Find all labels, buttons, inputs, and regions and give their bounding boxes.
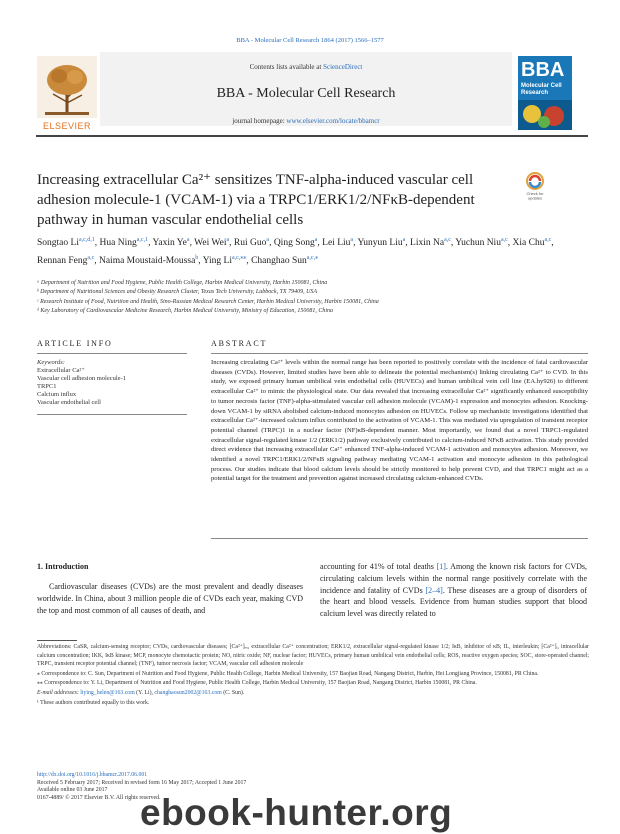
keyword-item: Vascular cell adhesion molecule-1: [37, 375, 126, 382]
email-footnote: [37, 689, 589, 698]
header-divider: [36, 135, 588, 137]
abstract-rule: [211, 353, 588, 354]
author-name-text: Naima Moustaid-Moussa: [98, 256, 196, 267]
abbreviations-footnote: Abbreviations: CaSR, calcium-sensing receptor; CVDs, cardiovascular diseases; [Ca²⁺]ₑₓ, extracellular Ca²⁺ concentration; ERK1/2, extracellular signal-regulated kinase 1/2; IκB, inhibitor of κB; IL, interleukin; [Ca²⁺]ᵢ, intracellular calcium concentration; IKK, IκB kinase; MCP, monocyte chemotactic protein; NO, nitric oxide; NF, nuclear factor; HUVECs, primary human umbilical vein endothelial cells; ROS, reactive oxygen species; SOC, store-operated channel; TRPC, transient receptor potential channel; (TNF), tumor necrosis factor; VCAM, vascular cell adhesion molecule: [37, 644, 589, 668]
author-name-text: Yuchun Niu: [455, 238, 501, 249]
online-date: Available online 03 June 2017: [37, 787, 108, 794]
sciencedirect-link[interactable]: ScienceDirect: [323, 63, 363, 71]
author-name[interactable]: [100, 238, 149, 248]
abstract-bottom-rule: [211, 538, 588, 539]
watermark-text: ebook-hunter.org: [140, 792, 453, 833]
journal-cover-thumbnail[interactable]: [518, 56, 572, 130]
keyword-item: Calcium influx: [37, 391, 77, 398]
author-affiliation-marker[interactable]: a,c: [500, 237, 508, 243]
correspondence-footnote: ⁎ Correspondence to: C. Sun, Department of Nutrition and Food Hygiene, Public Health College, Harbin Medical University, 157 Baojian Road, Nangang District, Harbin, Hei Longjiang Province, 150081, PR China.: [37, 670, 539, 677]
footnotes: [37, 643, 589, 708]
author-name[interactable]: [99, 256, 198, 266]
elsevier-tree-logo-icon: [37, 56, 97, 130]
author-name[interactable]: [455, 238, 507, 248]
keywords-bottom-rule: [37, 414, 187, 415]
doi-link[interactable]: http://dx.doi.org/10.1016/j.bbamcr.2017.06.001: [37, 772, 148, 778]
author-affiliation-marker[interactable]: a: [226, 237, 230, 243]
email-label: E-mail addresses:: [37, 689, 81, 696]
author-affiliation-marker[interactable]: a,c,1: [136, 237, 149, 243]
intro-left-column: Cardiovascular diseases (CVDs) are the most prevalent and deadly diseases worldwide. In China, about 3 million people die of CVDs each year, making CVD the top and most common of all causes of death, and: [37, 582, 303, 615]
author-name-text: Hua Ning: [99, 238, 137, 249]
keyword-item: Extracellular Ca²⁺: [37, 367, 85, 374]
cover-title: BBA: [521, 59, 565, 81]
intro-right-column: [320, 561, 587, 620]
email-link[interactable]: liying_helen@163.com: [80, 689, 135, 696]
author-name-text: Xia Chu: [512, 238, 545, 249]
journal-title: BBA - Molecular Cell Research: [216, 86, 396, 101]
author-name[interactable]: [322, 238, 353, 248]
author-name[interactable]: [274, 238, 318, 248]
author-affiliation-marker[interactable]: a,c,⁎⁎: [232, 255, 247, 262]
author-affiliation-marker[interactable]: a: [314, 237, 318, 243]
affiliation-d: ᵈ Key Laboratory of Cardiovascular Medicine Research, Harbin Medical University, Ministry of Education, 150081, China: [37, 307, 334, 314]
contents-availability-line: [100, 63, 512, 71]
abstract-text: Increasing circulating Ca²⁺ levels within the normal range has been reported to positively correlate with the incidence of fatal cardiovascular diseases (CVDs). However, limited studies have been able to delineate the potential mechanism(s) linking circulating Ca²⁺ to CVD. In this study, we exposed primary human umbilical vein endothelial cells (HUVECs) and human umbilical vein cell line (EA.hy926) to different extracellular Ca²⁺ to mimic the physiological state. Our data revealed that increasing extracellular Ca²⁺ significantly enhanced susceptibility to tumor necrosis factor (TNF)-alpha-stimulated vascular cell adhesion molecule (VCAM)-1 expression and monocytes adhesion. Knocking-down VCAM-1 by siRNA abolished calcium-induced monocytes adhesion on HUVECs. Follow up mechanistic investigations identified that extracellular Ca²⁺-increased calcium influx contributed to the activation of VCAM-1. This was mediated via upregulation of transient receptor potential channel (TRPC)1 in a nuclear factor (NF)κB-dependent manner. Most importantly, we found that a novel TRPC1-regulated extracellular signal-regulated kinase 1/2 (ERK1/2) pathway exclusively contributed to calcium-induced NFκB activation. This study provided direct evidence that increasing extracellular Ca²⁺ enhanced TNF-alpha-induced VCAM-1 activation and monocytes adhesion. Moreover, we identified a novel TRPC1/ERK1/2/NFκB signaling pathway mediating VCAM-1 activation and monocyte adhesion in this pathological process. Our studies indicate that blood calcium levels should be strictly monitored to help prevent CVD, and that TRPC1 might act as a potential target for the treatment and prevention against increased circulating calcium-enhanced CVDs.: [211, 359, 588, 483]
affiliation-a: ᵃ Department of Nutrition and Food Hygiene, Public Health College, Harbin Medical University, Harbin 150081, China: [37, 280, 328, 286]
author-affiliation-marker[interactable]: a: [402, 237, 406, 243]
article-info-heading: ARTICLE INFO: [37, 339, 113, 348]
author-name-text: Rui Guo: [233, 238, 267, 249]
author-name-text: Lixin Na: [410, 238, 445, 249]
author-affiliation-marker[interactable]: b: [195, 255, 199, 262]
author-name[interactable]: [357, 238, 405, 248]
cover-artwork-icon: [518, 100, 572, 130]
email-link[interactable]: changhaosun2002@163.com: [154, 689, 222, 696]
journal-homepage-line: [100, 117, 512, 125]
author-affiliation-marker[interactable]: a: [186, 237, 190, 243]
svg-text:updates: updates: [527, 195, 543, 201]
keyword-item: TRPC1: [37, 383, 57, 390]
author-name-text: Wei Wei: [194, 238, 227, 249]
elsevier-wordmark: ELSEVIER: [42, 121, 92, 131]
author-affiliation-marker[interactable]: a: [350, 237, 354, 243]
author-name-text: Yaxin Ye: [152, 238, 187, 249]
author-name[interactable]: [37, 256, 94, 266]
author-name[interactable]: [410, 238, 451, 248]
correspondence-footnote: ⁎⁎ Correspondence to: Y. Li, Department of Nutrition and Food Hygiene, Public Health College, Harbin Medical University, 157 Baojian Road, Nangang District, Harbin 150081, PR China.: [37, 680, 477, 687]
author-name[interactable]: [203, 256, 247, 266]
author-name-text: Ying Li: [202, 256, 232, 267]
abstract-heading: ABSTRACT: [211, 339, 268, 348]
author-name[interactable]: [251, 256, 318, 266]
footnote-rule: [37, 640, 77, 641]
author-name-text: Lei Liu: [322, 238, 351, 249]
intro-text: . These diseases are a group of disorders of the heart and blood vessels. Evidence from human studies support that blood calcium level was directly related to: [320, 585, 587, 619]
author-affiliation-marker[interactable]: a,c: [87, 255, 95, 262]
affiliation-c: ᶜ Research Institute of Food, Nutrition and Health, Sino-Russian Medical Research Center, Harbin Medical University, Harbin 150081, China: [37, 298, 379, 305]
citation-link[interactable]: [1]: [436, 562, 446, 571]
affiliation-b: ᵇ Department of Nutritional Sciences and Obesity Research Cluster, Texas Tech University, Lubbock, TX 79409, USA: [37, 289, 318, 296]
svg-text:Check for: Check for: [526, 191, 544, 196]
author-name[interactable]: [234, 238, 269, 248]
author-name[interactable]: [194, 238, 229, 248]
author-affiliation-marker[interactable]: a,c,⁎: [306, 255, 319, 262]
intro-text: . Among the known risk factors for CVDs, circulating calcium levels within the normal range positively correlate with the incidence and fatality of CVDs: [320, 562, 587, 595]
citation-link[interactable]: [2–4]: [425, 585, 443, 595]
article-title: Increasing extracellular Ca²⁺ sensitizes TNF-alpha-induced vascular cell adhesion molecule-1 (VCAM-1) via a TRPC1/ERK1/2/NFκB-dependent pathway in human vascular endothelial cells: [37, 172, 475, 228]
equal-contribution-footnote: ¹ These authors contributed equally to this work.: [37, 699, 150, 706]
cover-subtitle: Molecular Cell Research: [521, 83, 562, 96]
section-introduction-title: 1. Introduction: [37, 562, 89, 571]
running-journal-reference[interactable]: BBA - Molecular Cell Research 1864 (2017) 1566–1577: [236, 37, 384, 44]
copyright-line: 0167-4889/ © 2017 Elsevier B.V. All rights reserved.: [37, 794, 161, 801]
author-affiliation-marker[interactable]: a,c: [444, 237, 451, 243]
keywords-block: [37, 359, 197, 407]
check-for-updates-icon[interactable]: [518, 171, 552, 201]
author-name[interactable]: [152, 238, 189, 248]
affiliations: [37, 279, 587, 316]
contents-prefix: Contents lists available at: [249, 63, 324, 71]
keywords-label: Keywords:: [37, 359, 65, 366]
author-list: Songtao Li$^{a,c,d,1}$, Hua Ning$^{a,c,1}$, Yaxin Ye$^a$, Wei Wei$^a$, Rui Guo$^a$, Qing Song$^a$, Lei Liu$^a$, Yunyun Liu$^a$, Lixin Na$^{a,c}$, Yuchun Niu$^{a,c}$, Xia Chu$^{a,c}$, Rennan Feng$^{a,c}$, Naima Moustaid-Moussa$^b$, Ying $Li^{a,c,⁎⁎}$, Changhao Sun$^{a,c,⁎}$: [37, 237, 554, 267]
author-name-text: Qing Song: [273, 238, 315, 249]
author-affiliation-marker[interactable]: a,c: [544, 237, 552, 243]
author-name-text: Rennan Feng: [37, 256, 88, 267]
keyword-item: Vascular endothelial cell: [37, 399, 101, 406]
homepage-prefix: journal homepage:: [232, 117, 287, 125]
author-name-text: Changhao Sun: [251, 256, 307, 267]
author-affiliation-marker[interactable]: a,c,d,1: [78, 237, 95, 243]
author-name-text: Yunyun Liu: [357, 238, 403, 249]
author-affiliation-marker[interactable]: a: [266, 237, 270, 243]
author-name-text: Songtao Li: [37, 238, 79, 249]
author-name[interactable]: [37, 238, 95, 248]
author-name[interactable]: [513, 238, 552, 248]
journal-homepage-link[interactable]: www.elsevier.com/locate/bbamcr: [286, 117, 380, 125]
email-owner: (Y. Li),: [134, 689, 155, 696]
article-info-rule: [37, 353, 187, 354]
email-owner: (C. Sun).: [221, 689, 245, 696]
received-dates: Received 5 February 2017; Received in revised form 16 May 2017; Accepted 1 June 2017: [37, 779, 247, 786]
intro-text: accounting for 41% of total deaths: [320, 562, 437, 571]
